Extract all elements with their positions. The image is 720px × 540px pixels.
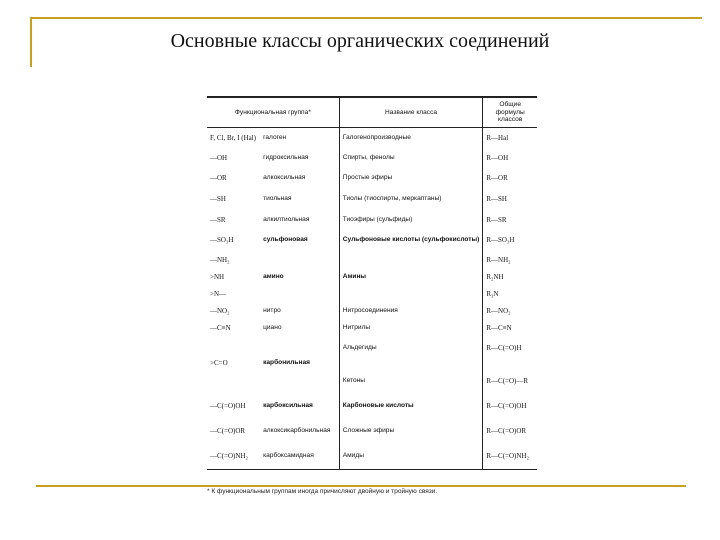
group-cell: —SR [210,215,226,224]
group-cell: —NH₂ [210,256,230,265]
class-name-cell: Нитрилы [339,319,483,337]
table-row [207,302,537,319]
table-row [207,393,537,418]
group-name-cell: алкоксильная [263,173,306,181]
formula-cell: R—C(=O)H [486,343,522,352]
group-name-cell: карбоксильная [263,401,313,409]
group-name-cell [260,286,339,302]
group-name-cell: галоген [263,134,287,142]
class-name-cell [339,286,483,302]
formula-cell: R—NO₂ [486,306,511,315]
group-name-cell: карбонильная [263,359,310,367]
formula-cell: R—SR [486,215,507,224]
table-row [207,268,537,286]
formula-cell: R—SO₃H [486,236,515,245]
group-name-cell: амино [263,273,284,281]
footnote: * К функциональным группам иногда причисляют двойную и тройную связи. [207,488,438,495]
classes-table [207,96,537,470]
group-cell: —C(=O)OR [210,426,246,435]
formula-cell: R₂NH [486,273,504,282]
group-name-cell: алкоксикарбонильная [263,426,331,434]
slide-title: Основные классы органических соединений [170,30,550,52]
formula-cell: R—OR [486,173,508,182]
formula-cell: R—SH [486,195,507,204]
class-name-cell: Простые эфиры [339,168,483,187]
class-name-cell: Карбоновые кислоты [339,393,483,418]
table-row [207,228,537,252]
formula-cell: R₃N [486,290,499,299]
class-name-cell: Кетоны [339,368,483,393]
group-cell: —C(=O)NH₂ [207,443,260,469]
table-row [207,187,537,211]
group-name-cell: гидроксильная [263,154,309,162]
group-name-cell: карбоксамидная [260,443,339,469]
group-name-cell: тиольная [263,195,292,203]
class-name-cell: Спирты, фенолы [339,148,483,168]
group-cell: —C(=O)OH [210,401,246,410]
decor-top-line [30,17,702,19]
class-name-cell [339,358,483,368]
table-row [207,211,537,228]
group-cell: —OH [210,154,228,163]
group-name-cell [260,252,339,268]
formula-cell: R—C(=O)—R [486,376,529,385]
formula-cell: R—NH₂ [486,256,511,265]
formula-cell: R—OH [486,154,509,163]
formula-cell: R—C≡N [486,324,512,333]
formula-cell [483,358,537,368]
class-name-cell: Нитросоединения [339,302,483,319]
header-functional-group: Функциональная группа* [207,97,339,127]
group-name-cell: нитро [263,306,281,314]
class-name-cell: Амиды [339,443,483,469]
group-name-cell: сульфоновая [263,236,308,244]
group-cell: >C=O [210,359,228,368]
group-name-cell: алкилтиольная [263,215,310,223]
group-cell: —C≡N [210,324,231,333]
group-name-cell [260,337,339,358]
table-row [207,319,537,337]
group-cell [207,337,260,358]
table-row [207,127,537,148]
table-row [207,168,537,187]
group-cell: —NO₂ [210,306,230,315]
table-row [207,252,537,268]
group-name-cell: циано [263,324,282,332]
class-name-cell [339,252,483,268]
group-cell [207,368,260,393]
decor-bottom-line [36,485,686,487]
table-row [207,358,537,368]
group-name-cell [260,368,339,393]
table-header-row [207,97,537,127]
formula-cell: R—Hal [486,133,509,142]
formula-cell: R—C(=O)OR [486,426,527,435]
group-cell: >N— [210,290,227,299]
table-row [207,368,537,393]
class-name-cell: Амины [339,268,483,286]
table-row [207,286,537,302]
header-class-name: Название класса [339,97,483,127]
group-cell: —SO₃H [210,236,234,245]
table-row [207,337,537,358]
group-cell: >NH [210,273,225,282]
group-cell: —SH [210,195,226,204]
class-name-cell: Тиолы (тиоспирты, меркаптаны) [339,187,483,211]
table-row [207,443,537,469]
header-general-formula: Общие формулы классов [483,97,537,127]
table-row [207,418,537,443]
formula-cell: R—C(=O)NH₂ [483,443,537,469]
class-name-cell: Сложные эфиры [339,418,483,443]
class-name-cell: Галогенопроизводные [339,127,483,148]
class-name-cell: Альдегиды [339,337,483,358]
group-cell: —OR [210,173,227,182]
class-name-cell: Тиоэфиры (сульфиды) [339,211,483,228]
group-cell: F, Cl, Br, I (Hal) [210,133,257,142]
class-name-cell: Сульфоновые кислоты (сульфокислоты) [339,228,483,252]
formula-cell: R—C(=O)OH [486,401,527,410]
table-row [207,148,537,168]
